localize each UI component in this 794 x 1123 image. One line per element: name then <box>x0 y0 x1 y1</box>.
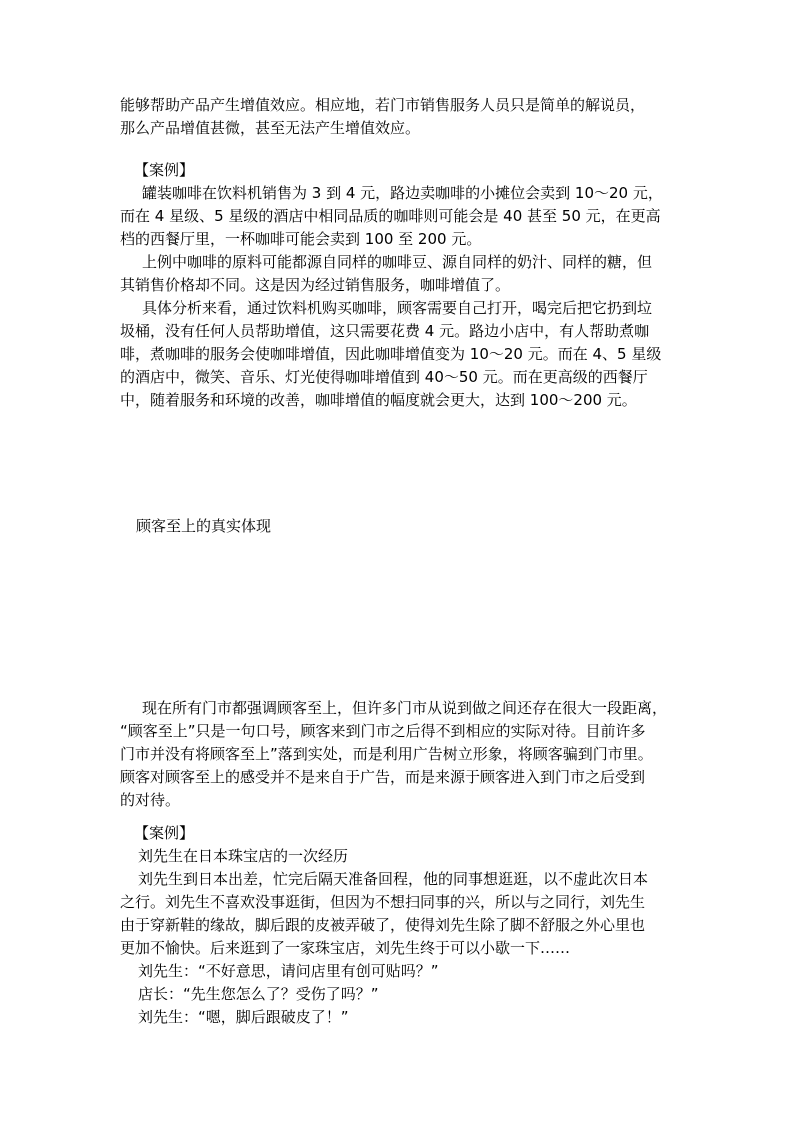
text-line: 更加不愉快。后来逛到了一家珠宝店，刘先生终于可以小歇一下…… <box>120 939 571 957</box>
case2-block <box>120 822 680 1029</box>
section-title: 顾客至上的真实体现 <box>136 517 272 535</box>
text-line: 啡，煮咖啡的服务会使咖啡增值，因此咖啡增值变为 10～20 元。而在 4、5 星级 <box>120 345 662 363</box>
text-line: 的酒店中，微笑、音乐、灯光使得咖啡增值到 40～50 元。而在更高级的西餐厅 <box>120 368 648 386</box>
text-line: 的对待。 <box>120 791 181 809</box>
case2-label: 【案例】 <box>134 824 195 842</box>
section-paragraph <box>120 697 680 812</box>
case1-block <box>120 159 680 412</box>
case1-label: 【案例】 <box>134 161 195 179</box>
text-line: 现在所有门市都强调顾客至上，但许多门市从说到做之间还存在很大一段距离， <box>142 699 668 717</box>
text-line: 之行。刘先生不喜欢没事逛街，但因为不想扫同事的兴，所以与之同行，刘先生 <box>120 893 646 911</box>
text-line: 由于穿新鞋的缘故，脚后跟的皮被弄破了，使得刘先生除了脚不舒服之外心里也 <box>120 916 646 934</box>
text-line: 门市并没有将顾客至上”落到实处，而是利用广告树立形象，将顾客骗到门市里。 <box>120 745 653 763</box>
dialogue-line: 刘先生：“嗯，脚后跟破皮了！” <box>138 1008 349 1026</box>
dialogue-line: 店长：“先生您怎么了？受伤了吗？” <box>138 985 379 1003</box>
text-line: 能够帮助产品产生增值效应。相应地，若门市销售服务人员只是简单的解说员， <box>120 96 646 114</box>
text-line: 中，随着服务和环境的改善，咖啡增值的幅度就会更大，达到 100～200 元。 <box>120 391 637 409</box>
intro-paragraph <box>120 94 680 140</box>
text-line: 其销售价格却不同。这是因为经过销售服务，咖啡增值了。 <box>120 276 511 294</box>
text-line: 而在 4 星级、5 星级的酒店中相同品质的咖啡则可能会是 40 甚至 50 元，在更高 <box>120 207 661 225</box>
text-line: 那么产品增值甚微，甚至无法产生增值效应。 <box>120 119 421 137</box>
dialogue-line: 刘先生：“不好意思，请问店里有创可贴吗？” <box>138 962 439 980</box>
text-line: 刘先生到日本出差，忙完后隔天准备回程，他的同事想逛逛，以不虚此次日本 <box>138 870 649 888</box>
text-line: 具体分析来看，通过饮料机购买咖啡，顾客需要自己打开，喝完后把它扔到垃 <box>142 299 653 317</box>
text-line: 罐装咖啡在饮料机销售为 3 到 4 元，路边卖咖啡的小摊位会卖到 10～20 元， <box>142 184 663 202</box>
text-line: 档的西餐厅里，一杯咖啡可能会卖到 100 至 200 元。 <box>120 230 482 248</box>
text-line: 顾客对顾客至上的感受并不是来自于广告，而是来源于顾客进入到门市之后受到 <box>120 768 646 786</box>
text-line: “顾客至上”只是一句口号，顾客来到门市之后得不到相应的实际对待。目前许多 <box>120 722 646 740</box>
case2-title: 刘先生在日本珠宝店的一次经历 <box>138 847 349 865</box>
text-line: 上例中咖啡的原料可能都源自同样的咖啡豆、源自同样的奶汁、同样的糖，但 <box>142 253 653 271</box>
text-line: 圾桶，没有任何人员帮助增值，这只需要花费 4 元。路边小店中，有人帮助煮咖 <box>120 322 650 340</box>
